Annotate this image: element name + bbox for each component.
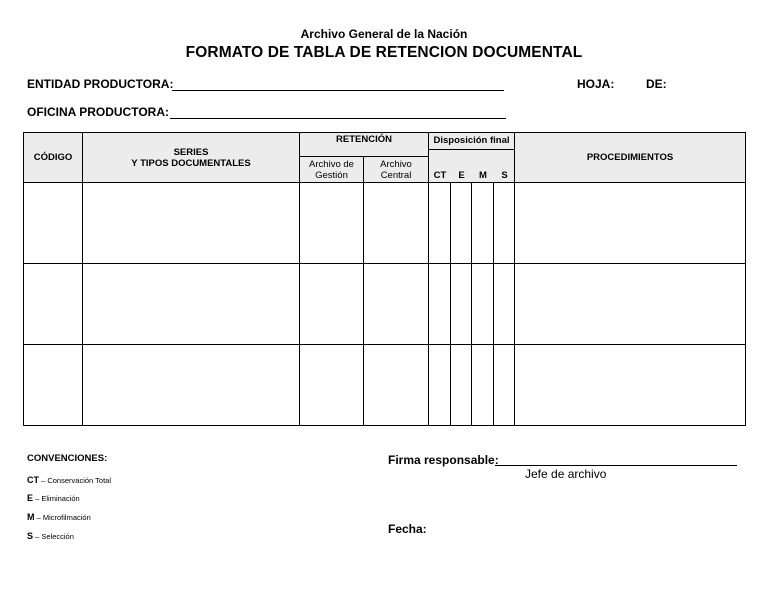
header-ct: CT — [433, 170, 447, 181]
convention-item — [27, 493, 80, 503]
convention-item — [27, 475, 111, 485]
firma-responsable-line[interactable] — [495, 465, 737, 466]
oficina-productora-line[interactable] — [170, 118, 506, 119]
header-procedimientos: PROCEDIMIENTOS — [515, 133, 746, 183]
de-label: DE: — [646, 77, 667, 91]
convention-desc: Microfilmación — [42, 513, 91, 522]
cell-ct[interactable] — [429, 345, 451, 426]
jefe-archivo-label: Jefe de archivo — [525, 467, 607, 481]
document-title: FORMATO DE TABLA DE RETENCION DOCUMENTAL — [185, 44, 583, 61]
convention-desc: Selección — [41, 532, 74, 541]
header-s: S — [501, 170, 508, 181]
entidad-productora-label: ENTIDAD PRODUCTORA: — [27, 77, 174, 91]
cell-m[interactable] — [472, 345, 494, 426]
header-disposicion-label: Disposición final — [429, 133, 514, 150]
oficina-productora-label: OFICINA PRODUCTORA: — [27, 105, 169, 119]
header-archivo-gestion: Archivo de Gestión — [300, 157, 364, 183]
convention-key: CT — [27, 475, 39, 485]
cell-ct[interactable] — [429, 264, 451, 345]
header-m: M — [479, 170, 487, 181]
header-archivo-central: Archivo Central — [364, 157, 429, 183]
convention-sep: – — [39, 476, 48, 485]
convention-item — [27, 512, 91, 522]
retention-table — [23, 132, 746, 426]
table-row — [24, 264, 746, 345]
cell-archivo-gestion[interactable] — [300, 183, 364, 264]
cell-archivo-central[interactable] — [364, 345, 429, 426]
cell-series[interactable] — [83, 183, 300, 264]
cell-m[interactable] — [472, 264, 494, 345]
convention-sep: – — [34, 513, 43, 522]
cell-archivo-central[interactable] — [364, 264, 429, 345]
cell-e[interactable] — [451, 264, 472, 345]
firma-responsable-label: Firma responsable: — [388, 453, 499, 467]
header-e: E — [458, 170, 465, 181]
table-row — [24, 345, 746, 426]
convention-key: M — [27, 512, 35, 522]
cell-archivo-gestion[interactable] — [300, 345, 364, 426]
convention-desc: Eliminación — [41, 494, 80, 503]
convention-sep: – — [33, 532, 42, 541]
header-retencion: RETENCIÓN — [300, 133, 429, 157]
cell-s[interactable] — [494, 345, 515, 426]
cell-procedimientos[interactable] — [515, 183, 746, 264]
convention-desc: Conservación Total — [47, 476, 111, 485]
cell-codigo[interactable] — [24, 264, 83, 345]
cell-codigo[interactable] — [24, 345, 83, 426]
fecha-label: Fecha: — [388, 522, 427, 536]
conventions-title: CONVENCIONES: — [27, 453, 108, 464]
cell-e[interactable] — [451, 345, 472, 426]
cell-series[interactable] — [83, 345, 300, 426]
cell-archivo-gestion[interactable] — [300, 264, 364, 345]
cell-procedimientos[interactable] — [515, 345, 746, 426]
cell-ct[interactable] — [429, 183, 451, 264]
cell-codigo[interactable] — [24, 183, 83, 264]
header-series — [83, 133, 300, 183]
convention-key: S — [27, 531, 34, 541]
hoja-label: HOJA: — [577, 77, 615, 91]
cell-e[interactable] — [451, 183, 472, 264]
cell-procedimientos[interactable] — [515, 264, 746, 345]
cell-m[interactable] — [472, 183, 494, 264]
header-series-line1: SERIES — [173, 146, 209, 158]
cell-series[interactable] — [83, 264, 300, 345]
organization-name: Archivo General de la Nación — [300, 27, 468, 41]
cell-s[interactable] — [494, 264, 515, 345]
header-codigo: CÓDIGO — [24, 133, 83, 183]
entidad-productora-line[interactable] — [172, 90, 504, 91]
header-series-line2: Y TIPOS DOCUMENTALES — [131, 157, 251, 169]
convention-key: E — [27, 493, 34, 503]
table-row — [24, 183, 746, 264]
cell-s[interactable] — [494, 183, 515, 264]
convention-item — [27, 531, 74, 541]
convention-sep: – — [33, 494, 42, 503]
cell-archivo-central[interactable] — [364, 183, 429, 264]
